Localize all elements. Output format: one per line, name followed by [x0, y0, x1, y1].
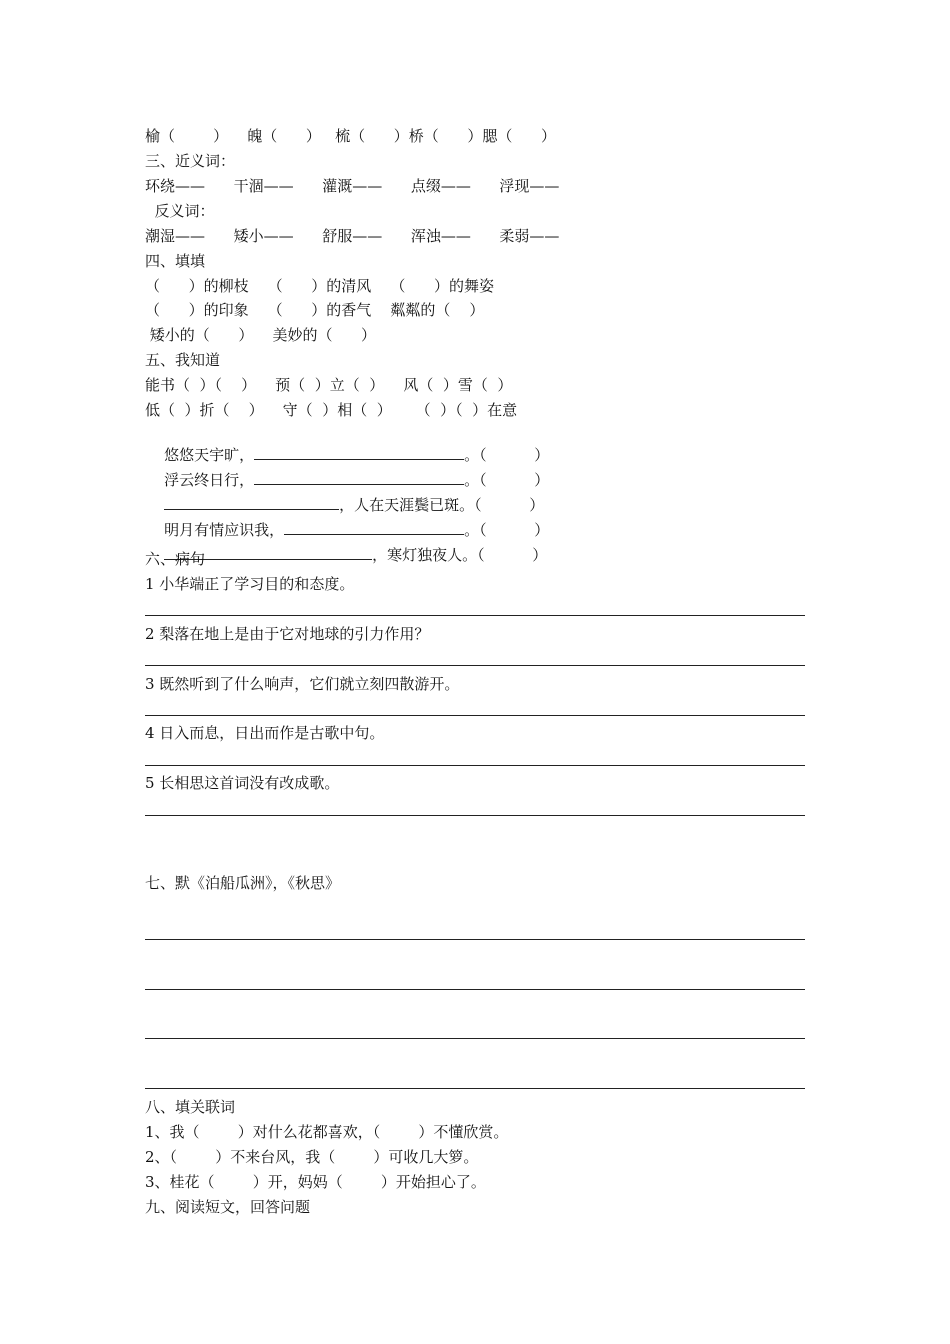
- sentence-item: 3 既然听到了什么响声，它们就立刻四散游开。: [145, 675, 460, 693]
- conjunction-item: 1、我（ ）对什么花都喜欢，（ ）不懂欣赏。: [145, 1123, 509, 1141]
- answer-line[interactable]: [145, 989, 805, 990]
- idiom-row-1: 能书（ ）（ ） 预（ ）立（ ） 风（ ）雪（ ）: [145, 376, 513, 394]
- fill-row-1: （ ）的柳枝 （ ）的清风 （ ）的舞姿: [145, 277, 494, 295]
- sentence-item: 1 小华端正了学习目的和态度。: [145, 575, 355, 593]
- poem-text: 明月有情应识我，: [164, 521, 285, 539]
- sentence-item: 2 梨落在地上是由于它对地球的引力作用？: [145, 625, 430, 643]
- answer-line[interactable]: [145, 665, 805, 666]
- poem-text: ，人在天涯鬓已斑。（ ）: [339, 496, 545, 514]
- section-6-title: 六、病句: [145, 550, 206, 568]
- section-8-title: 八、填关联词: [145, 1098, 236, 1116]
- poem-text: ，寒灯独夜人。（ ）: [372, 546, 548, 564]
- antonym-title: 反义词：: [145, 202, 215, 220]
- section-3-title: 三、近义词：: [145, 152, 236, 170]
- antonym-row: 潮湿—— 矮小—— 舒服—— 浑浊—— 柔弱——: [145, 227, 560, 245]
- sentence-item: 4 日入而息，日出而作是古歌中句。: [145, 724, 385, 742]
- poem-text: 悠悠天宇旷，: [164, 446, 255, 464]
- poem-text: 。（ ）: [464, 471, 550, 489]
- answer-line[interactable]: [145, 815, 805, 816]
- answer-line[interactable]: [145, 1038, 805, 1039]
- section-4-title: 四、填填: [145, 252, 206, 270]
- section-5-title: 五、我知道: [145, 351, 221, 369]
- idiom-row-2: 低（ ）折（ ） 守（ ）相（ ） （ ）（ ）在意: [145, 401, 518, 419]
- section-7-title: 七、默《泊船瓜洲》，《秋思》: [145, 874, 341, 892]
- poem-text: 。（ ）: [464, 521, 550, 539]
- conjunction-item: 2、（ ）不来台风，我（ ）可收几大箩。: [145, 1148, 479, 1166]
- fill-row-3: 矮小的（ ） 美妙的（ ）: [145, 326, 377, 344]
- answer-line[interactable]: [145, 765, 805, 766]
- conjunction-item: 3、桂花（ ）开，妈妈（ ）开始担心了。: [145, 1173, 486, 1191]
- answer-line[interactable]: [145, 939, 805, 940]
- answer-line[interactable]: [145, 615, 805, 616]
- section-9-title: 九、阅读短文，回答问题: [145, 1198, 311, 1216]
- poem-text: 浮云终日行，: [164, 471, 255, 489]
- answer-line[interactable]: [145, 1088, 805, 1089]
- poem-text: 。（ ）: [464, 446, 550, 464]
- fill-row-2: （ ）的印象 （ ）的香气 粼粼的（ ）: [145, 301, 485, 319]
- pinyin-row: 榆（ ） 魄（ ） 梳（ ）桥（ ）腮（ ）: [145, 127, 556, 145]
- answer-line[interactable]: [145, 715, 805, 716]
- sentence-item: 5 长相思这首词没有改成歌。: [145, 774, 340, 792]
- synonym-row: 环绕—— 干涸—— 灌溉—— 点缀—— 浮现——: [145, 177, 560, 195]
